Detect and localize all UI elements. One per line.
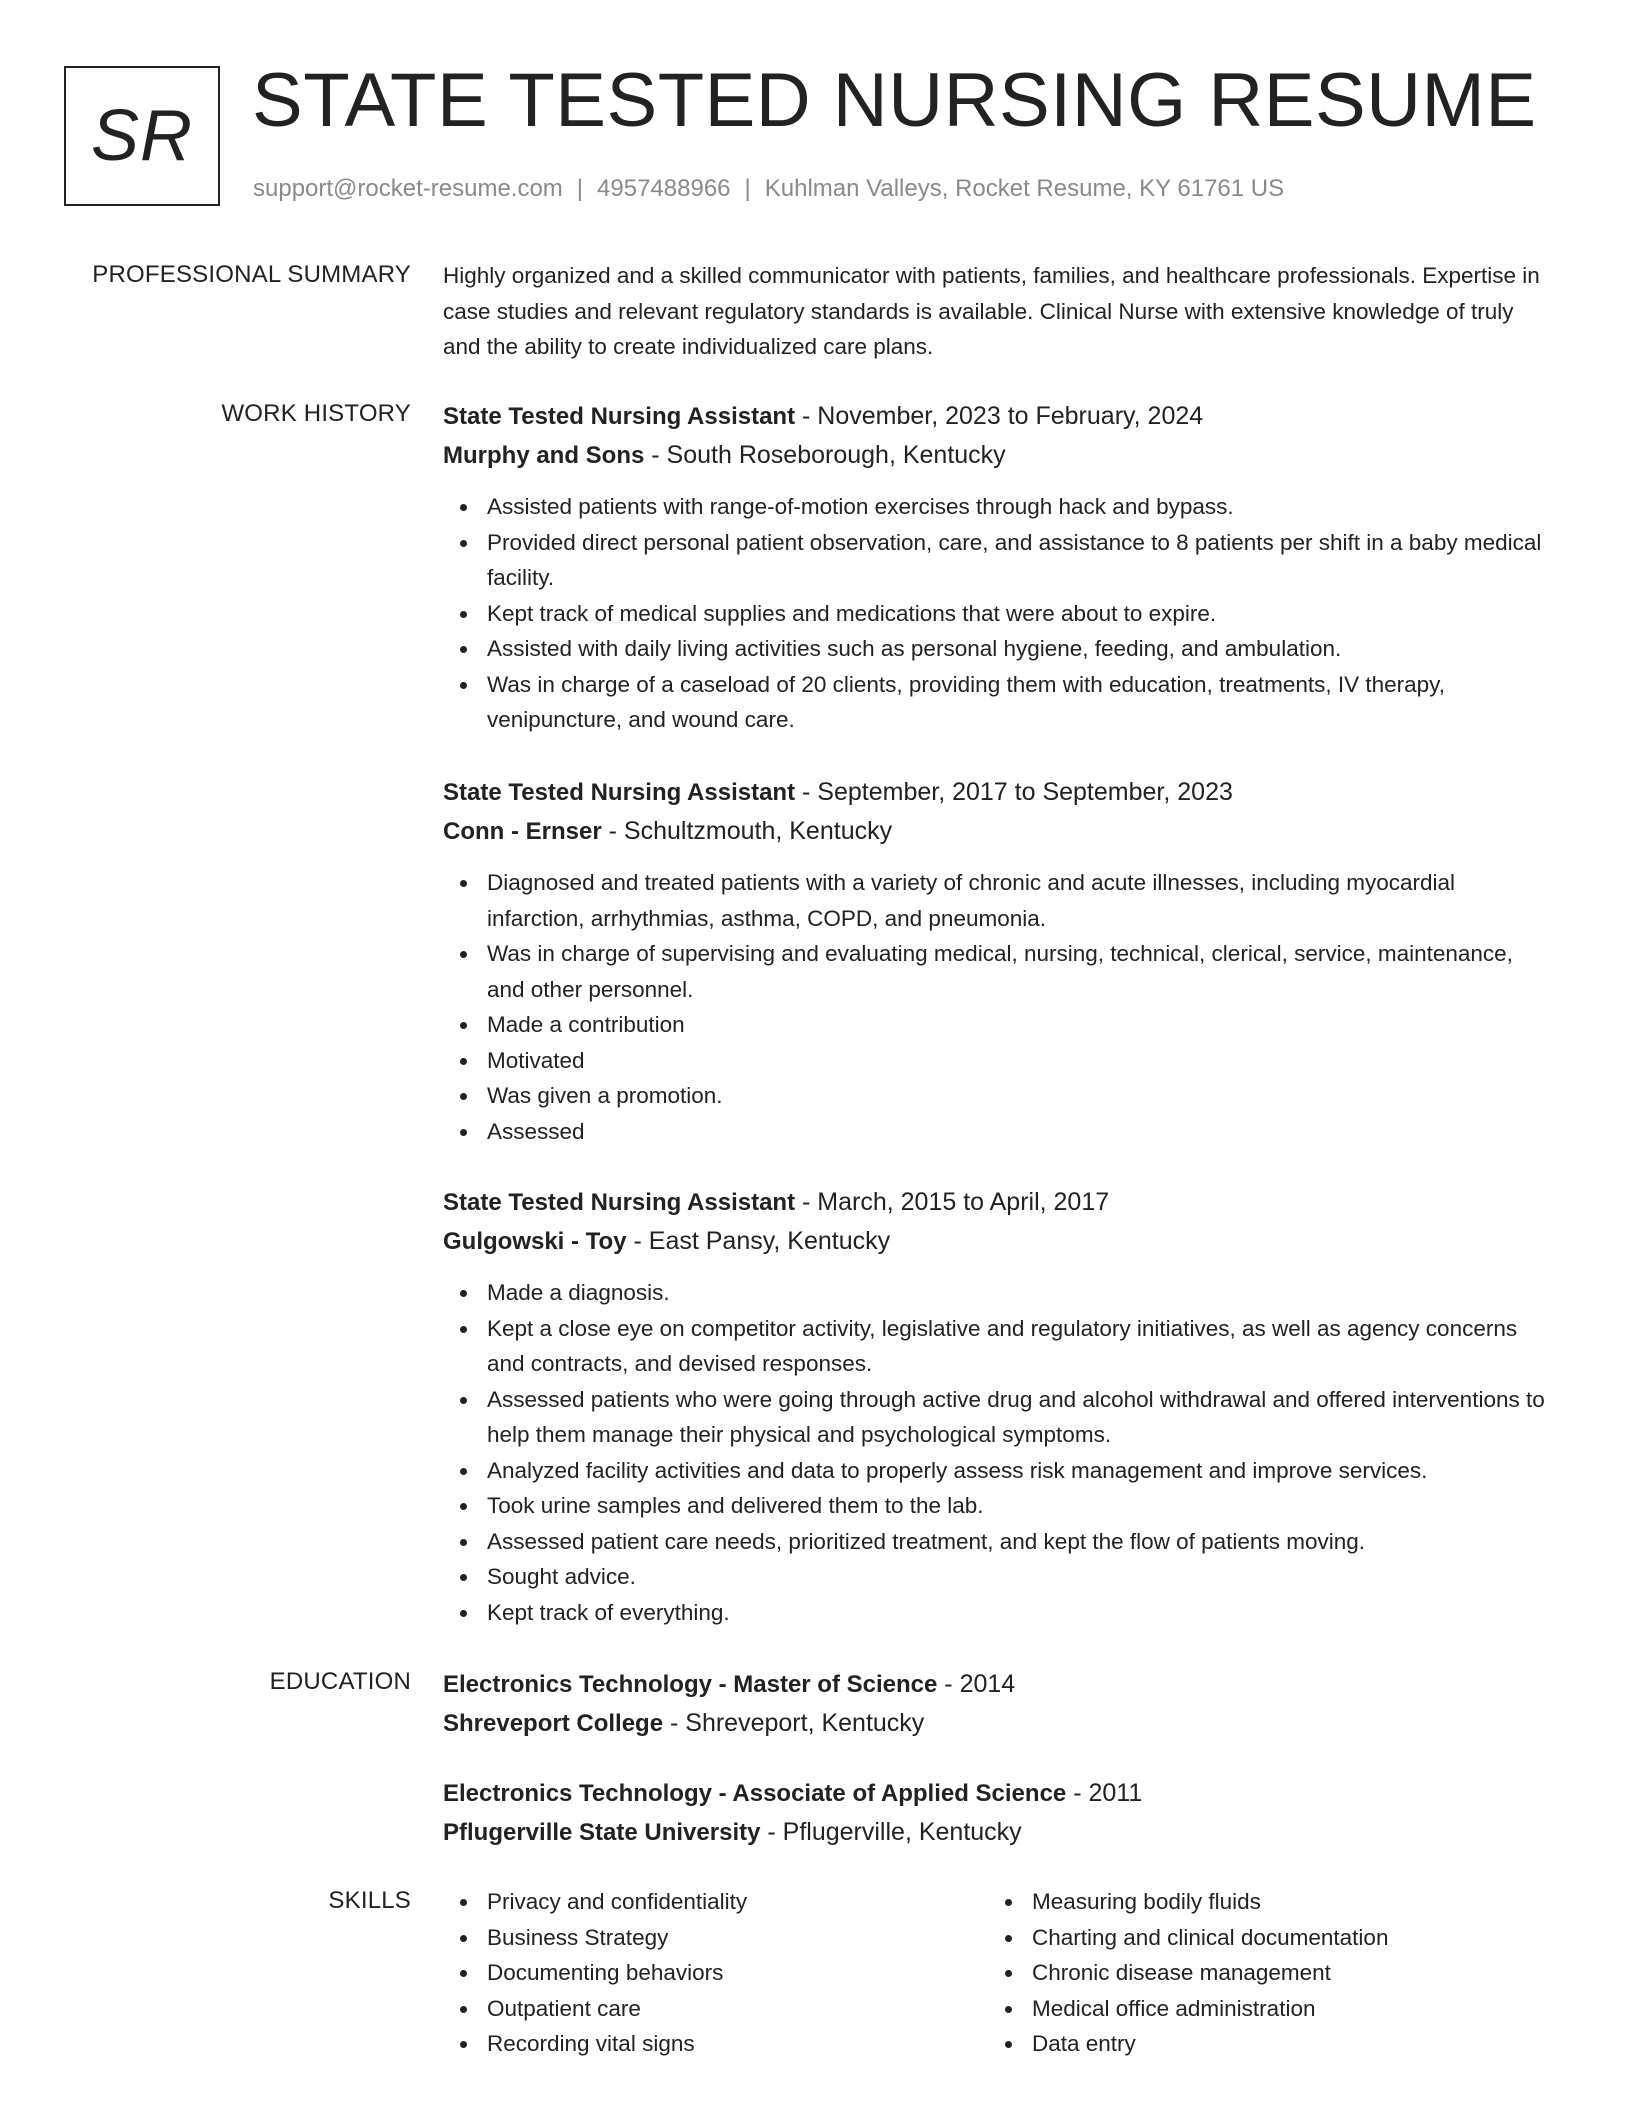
list-item: Charting and clinical documentation <box>1032 1920 1508 1956</box>
job-dates: - September, 2017 to September, 2023 <box>795 778 1233 806</box>
education-degree: Electronics Technology - Associate of Applied Science <box>443 1780 1067 1807</box>
education-entry <box>443 1665 1553 1743</box>
list-item: Assisted with daily living activities such as personal hygiene, feeding, and ambulation. <box>487 631 1553 667</box>
skills-column-left <box>443 1884 963 2062</box>
list-item: Business Strategy <box>487 1920 963 1956</box>
list-item: Was given a promotion. <box>487 1078 1553 1114</box>
job-location: - South Roseborough, Kentucky <box>644 441 1006 469</box>
job-company-line <box>443 436 1553 475</box>
list-item: Kept track of medical supplies and medications that were about to expire. <box>487 596 1553 632</box>
job-bullets <box>443 865 1553 1149</box>
section-label-summary: PROFESSIONAL SUMMARY <box>92 261 411 288</box>
job-title-line <box>443 397 1553 436</box>
job-dates: - November, 2023 to February, 2024 <box>795 402 1204 430</box>
education-year: - 2014 <box>937 1670 1016 1698</box>
section-label-work-history: WORK HISTORY <box>221 400 411 427</box>
job-title-line <box>443 1183 1553 1222</box>
education-school-line <box>443 1704 1553 1743</box>
education-entry <box>443 1774 1553 1852</box>
list-item: Kept a close eye on competitor activity, legislative and regulatory initiatives, as well as agency concerns and contracts, and devised responses. <box>487 1311 1553 1382</box>
skills-list <box>988 1884 1508 2062</box>
monogram-box <box>64 66 220 206</box>
list-item: Assessed patients who were going through active drug and alcohol withdrawal and offered interventions to help them manage their physical and psychological symptoms. <box>487 1382 1553 1453</box>
job-title: State Tested Nursing Assistant <box>443 1189 796 1216</box>
education-school: Pflugerville State University <box>443 1819 761 1846</box>
list-item: Assisted patients with range-of-motion exercises through hack and bypass. <box>487 489 1553 525</box>
education-degree-line <box>443 1665 1553 1704</box>
job-location: - Schultzmouth, Kentucky <box>601 817 893 845</box>
education-degree-line <box>443 1774 1553 1813</box>
education-school-line <box>443 1813 1553 1852</box>
list-item: Diagnosed and treated patients with a variety of chronic and acute illnesses, including myocardial infarction, arrhythmias, asthma, COPD, and pneumonia. <box>487 865 1553 936</box>
job-company-line <box>443 1222 1553 1261</box>
list-item: Outpatient care <box>487 1991 963 2027</box>
job-title-line <box>443 773 1553 812</box>
education-location: - Pflugerville, Kentucky <box>760 1818 1022 1846</box>
list-item: Measuring bodily fluids <box>1032 1884 1508 1920</box>
list-item: Assessed <box>487 1114 1553 1150</box>
job-company: Conn - Ernser <box>443 818 602 845</box>
education-school: Shreveport College <box>443 1710 664 1737</box>
list-item: Assessed patient care needs, prioritized treatment, and kept the flow of patients moving. <box>487 1524 1553 1560</box>
list-item: Chronic disease management <box>1032 1955 1508 1991</box>
contact-separator: | <box>576 175 584 202</box>
skills-list <box>443 1884 963 2062</box>
education-location: - Shreveport, Kentucky <box>663 1709 925 1737</box>
job-company: Gulgowski - Toy <box>443 1228 627 1255</box>
list-item: Recording vital signs <box>487 2026 963 2062</box>
contact-line <box>253 172 1284 206</box>
job-dates: - March, 2015 to April, 2017 <box>795 1188 1110 1216</box>
monogram-initials: SR <box>90 96 194 176</box>
list-item: Documenting behaviors <box>487 1955 963 1991</box>
job-entry <box>443 773 1553 1149</box>
contact-phone: 4957488966 <box>597 175 731 202</box>
section-label-skills: SKILLS <box>328 1887 411 1914</box>
list-item: Analyzed facility activities and data to properly assess risk management and improve services. <box>487 1453 1553 1489</box>
education-year: - 2011 <box>1066 1779 1143 1807</box>
job-entry <box>443 1183 1553 1630</box>
job-title: State Tested Nursing Assistant <box>443 403 796 430</box>
list-item: Medical office administration <box>1032 1991 1508 2027</box>
section-label-education: EDUCATION <box>269 1668 411 1695</box>
list-item: Made a diagnosis. <box>487 1275 1553 1311</box>
list-item: Motivated <box>487 1043 1553 1079</box>
list-item: Privacy and confidentiality <box>487 1884 963 1920</box>
skills-column-right <box>988 1884 1508 2062</box>
list-item: Took urine samples and delivered them to the lab. <box>487 1488 1553 1524</box>
job-location: - East Pansy, Kentucky <box>626 1227 891 1255</box>
contact-email: support@rocket-resume.com <box>253 175 563 202</box>
education-degree: Electronics Technology - Master of Science <box>443 1671 938 1698</box>
job-bullets <box>443 1275 1553 1630</box>
contact-separator: | <box>744 175 751 202</box>
job-bullets <box>443 489 1553 738</box>
contact-address: Kuhlman Valleys, Rocket Resume, KY 61761 US <box>764 175 1285 202</box>
job-company: Murphy and Sons <box>443 442 645 469</box>
list-item: Was in charge of a caseload of 20 clients, providing them with education, treatments, IV therapy, venipuncture, and wound care. <box>487 667 1553 738</box>
resume-title: STATE TESTED NURSING RESUME <box>252 58 1537 143</box>
summary-body <box>443 258 1553 365</box>
list-item: Was in charge of supervising and evaluating medical, nursing, technical, clerical, service, maintenance, and other personnel. <box>487 936 1553 1007</box>
list-item: Made a contribution <box>487 1007 1553 1043</box>
summary-text: Highly organized and a skilled communicator with patients, families, and healthcare professionals. Expertise in case studies and relevant regulatory standards is available. Clinical Nurse with extensive knowledge of truly and the ability to create individualized care plans. <box>443 263 1540 359</box>
list-item: Data entry <box>1032 2026 1508 2062</box>
list-item: Kept track of everything. <box>487 1595 1553 1631</box>
job-entry <box>443 397 1553 738</box>
list-item: Sought advice. <box>487 1559 1553 1595</box>
job-company-line <box>443 812 1553 851</box>
list-item: Provided direct personal patient observation, care, and assistance to 8 patients per shift in a baby medical facility. <box>487 525 1553 596</box>
job-title: State Tested Nursing Assistant <box>443 779 796 806</box>
